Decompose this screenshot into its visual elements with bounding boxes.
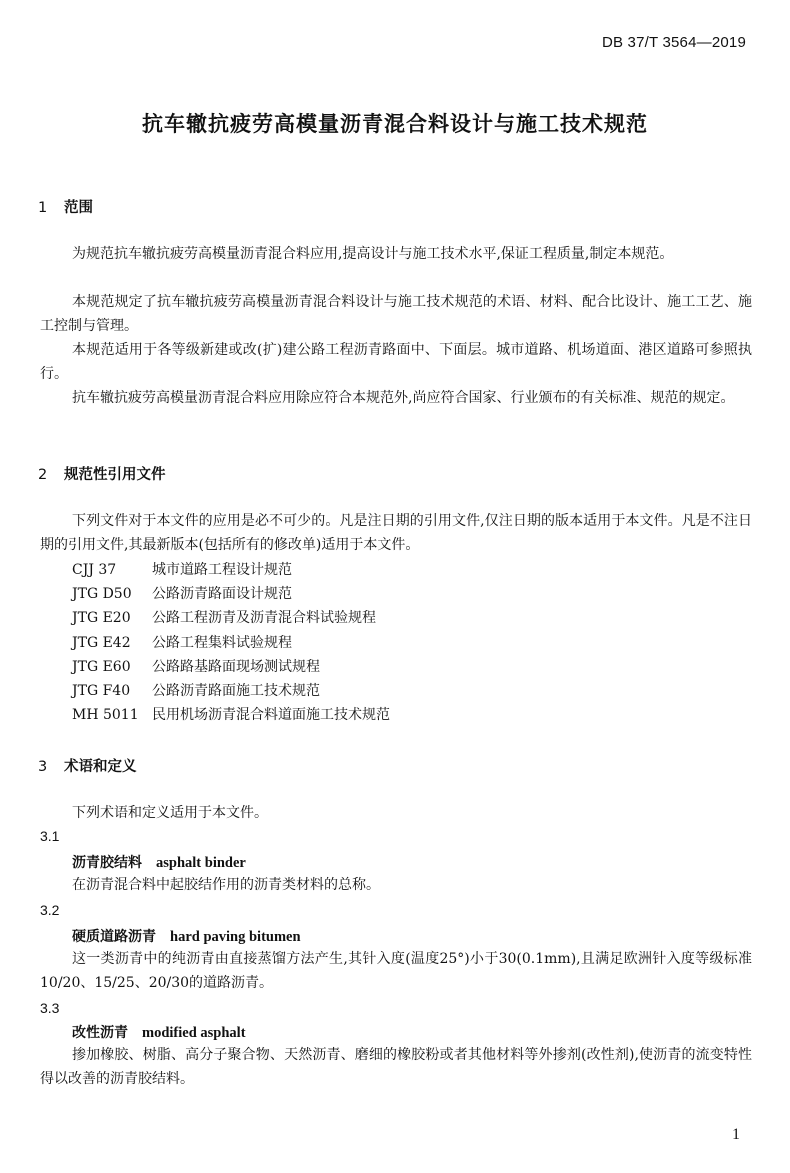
section-2-heading: [38, 463, 166, 484]
reference-list: [72, 558, 390, 727]
section-number: 1: [38, 200, 48, 216]
section-title: 规范性引用文件: [64, 467, 166, 483]
term-number: 3.3: [40, 1000, 60, 1016]
section-2-intro: 下列文件对于本文件的应用是必不可少的。凡是注日期的引用文件,仅注日期的版本适用于本文件。凡是不注日期的引用文件,其最新版本(包括所有的修改单)适用于本文件。: [40, 513, 752, 553]
reference-code: JTG E42: [72, 634, 131, 651]
term-title: [72, 926, 301, 946]
reference-item: [72, 655, 390, 679]
section-1-paragraph-3: 本规范适用于各等级新建或改(扩)建公路工程沥青路面中、下面层。城市道路、机场道面、港区道路可参照执行。: [40, 342, 752, 382]
term-zh: 沥青胶结料: [72, 855, 142, 871]
reference-item: [72, 582, 390, 606]
reference-name: 公路工程集料试验规程: [152, 634, 292, 651]
term-en: asphalt binder: [156, 855, 246, 871]
reference-code: JTG E20: [72, 610, 131, 627]
reference-code: JTG D50: [72, 586, 132, 603]
term-number: 3.2: [40, 902, 60, 918]
term-definition: 在沥青混合料中起胶结作用的沥青类材料的总称。: [72, 877, 380, 893]
reference-item: [72, 703, 390, 727]
reference-name: 公路沥青路面设计规范: [152, 586, 292, 603]
term-zh: 改性沥青: [72, 1025, 128, 1041]
term-number: 3.1: [40, 828, 60, 844]
reference-item: [72, 606, 390, 630]
term-zh: 硬质道路沥青: [72, 929, 156, 945]
reference-name: 公路路基路面现场测试规程: [152, 658, 320, 675]
term-definition: 这一类沥青中的纯沥青由直接蒸馏方法产生,其针入度(温度25°)小于30(0.1mm),且满足欧洲针入度等级标准10/20、15/25、20/30的道路沥青。: [40, 951, 752, 991]
reference-code: MH 5011: [72, 707, 139, 724]
section-title: 范围: [64, 200, 93, 216]
reference-code: CJJ 37: [72, 562, 117, 578]
term-en: hard paving bitumen: [170, 929, 301, 945]
reference-code: JTG E60: [72, 658, 131, 675]
reference-name: 公路工程沥青及沥青混合料试验规程: [152, 610, 376, 627]
section-1-paragraph-4: 抗车辙抗疲劳高模量沥青混合料应用除应符合本规范外,尚应符合国家、行业颁布的有关标准、规范的规定。: [72, 390, 735, 406]
term-title: [72, 852, 246, 872]
term-en: modified asphalt: [142, 1025, 246, 1041]
section-title: 术语和定义: [64, 759, 137, 775]
section-number: 2: [38, 467, 48, 483]
document-title: 抗车辙抗疲劳高模量沥青混合料设计与施工技术规范: [142, 112, 648, 136]
standard-code: DB 37/T 3564—2019: [601, 34, 746, 51]
reference-code: JTG F40: [72, 682, 131, 699]
term-title: [72, 1022, 246, 1042]
section-1-heading: [38, 196, 93, 217]
section-3-heading: [38, 755, 137, 776]
page-number: 1: [732, 1126, 740, 1143]
section-3-intro: 下列术语和定义适用于本文件。: [72, 805, 268, 821]
section-number: 3: [38, 759, 48, 775]
reference-item: [72, 631, 390, 655]
reference-item: [72, 558, 390, 582]
reference-name: 民用机场沥青混合料道面施工技术规范: [152, 707, 390, 724]
reference-item: [72, 679, 390, 703]
reference-name: 城市道路工程设计规范: [152, 562, 292, 578]
reference-name: 公路沥青路面施工技术规范: [152, 682, 320, 699]
section-1-paragraph-2: 本规范规定了抗车辙抗疲劳高模量沥青混合料设计与施工技术规范的术语、材料、配合比设计、施工工艺、施工控制与管理。: [40, 294, 752, 334]
section-1-paragraph-1: 为规范抗车辙抗疲劳高模量沥青混合料应用,提高设计与施工技术水平,保证工程质量,制定本规范。: [72, 246, 674, 262]
term-definition: 掺加橡胶、树脂、高分子聚合物、天然沥青、磨细的橡胶粉或者其他材料等外掺剂(改性剂),使沥青的流变特性得以改善的沥青胶结料。: [40, 1047, 752, 1087]
